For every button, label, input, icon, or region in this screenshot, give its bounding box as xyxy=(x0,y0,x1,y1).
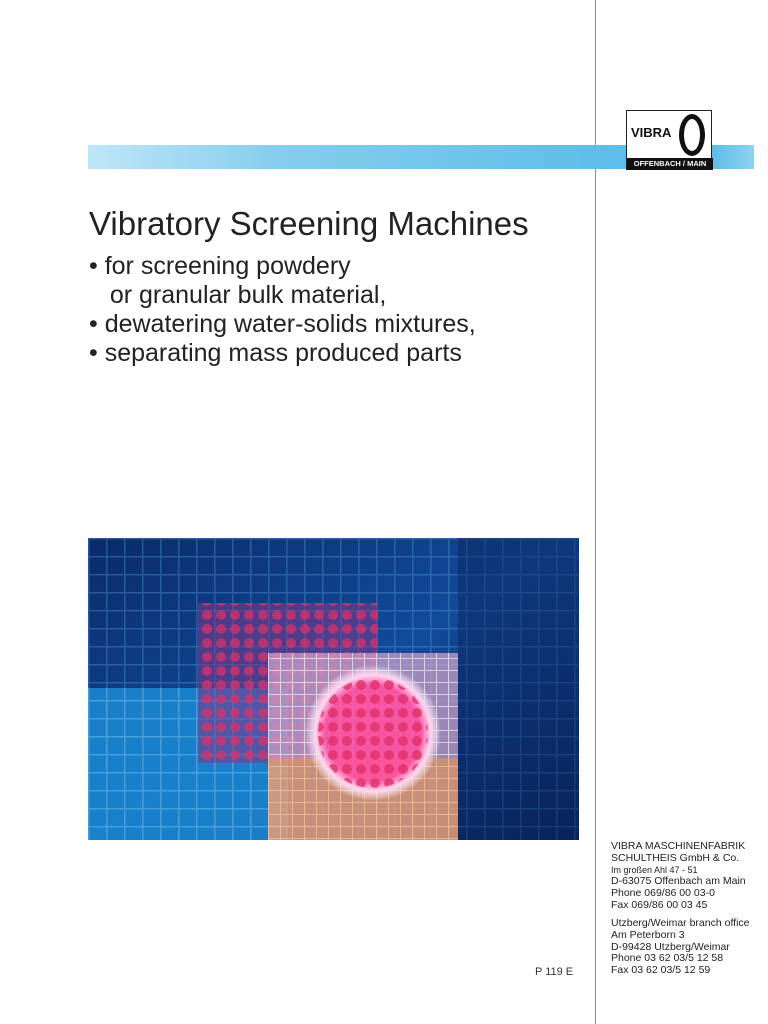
company-name-line2: SCHULTHEIS GmbH & Co. xyxy=(611,851,740,864)
branch-city: D-99428 Utzberg/Weimar xyxy=(611,940,730,953)
company-name-line1: VIBRA MASCHINENFABRIK xyxy=(611,840,746,852)
branch-address xyxy=(611,918,750,977)
company-address xyxy=(611,841,746,912)
branch-title: Utzberg/Weimar branch office xyxy=(611,917,750,929)
branch-street: Am Peterborn 3 xyxy=(611,928,685,941)
logo-ring-icon xyxy=(679,114,705,156)
branch-fax: Fax 03 62 03/5 12 59 xyxy=(611,964,711,977)
company-street: Im großen Ahl 47 - 51 xyxy=(611,864,698,875)
logo-location: OFFENBACH / MAIN xyxy=(627,158,713,170)
company-city: D-63075 Offenbach am Main xyxy=(611,875,746,888)
bullet-item: • for screening powdery xyxy=(89,252,351,280)
bullet-item: • dewatering water-solids mixtures, xyxy=(89,310,476,338)
company-phone: Phone 069/86 00 03-0 xyxy=(611,887,715,900)
bullet-item: • separating mass produced parts xyxy=(89,339,462,367)
header-band-right xyxy=(712,145,754,169)
header-band xyxy=(88,145,626,169)
document-code: P 119 E xyxy=(535,966,574,978)
branch-phone: Phone 03 62 03/5 12 58 xyxy=(611,952,724,965)
vibra-logo xyxy=(626,110,712,170)
bullet-list xyxy=(89,252,476,368)
logo-brand: VIBRA xyxy=(631,125,672,140)
bullet-item: or granular bulk material, xyxy=(89,281,387,309)
screening-mesh-photo xyxy=(88,538,579,840)
page-title: Vibratory Screening Machines xyxy=(89,205,529,242)
company-fax: Fax 069/86 00 03 45 xyxy=(611,898,708,911)
